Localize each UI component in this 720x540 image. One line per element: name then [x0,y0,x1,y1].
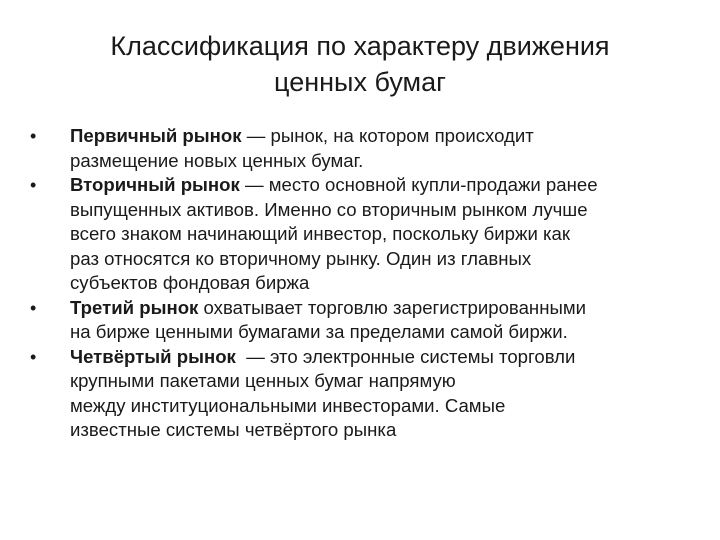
bullet-line: известные системы четвёртого рынка [70,419,397,440]
bullet-line: субъектов фондовая биржа [70,272,310,293]
title-line-2: ценных бумаг [274,67,446,97]
bullet-line [70,296,692,321]
bullet-dot-icon: • [30,346,37,367]
bullet-secondary-market [30,173,692,296]
bullet-line: всего знаком начинающий инвестор, поскольку биржи как [70,223,571,244]
bullet-primary-market [30,124,692,173]
bullet-term: Вторичный рынок [70,174,240,195]
bullet-line: крупными пакетами ценных бумаг напрямую [70,370,456,391]
bullet-dot-icon: • [30,297,37,318]
bullet-text: — это электронные системы торговли [235,345,576,367]
bullet-line: между институциональными инвесторами. Самые [70,394,506,416]
bullet-line: размещение новых ценных бумаг. [70,149,364,171]
title-line-1: Классификация по характеру движения [110,31,610,61]
slide-title [40,28,680,100]
bullet-fourth-market [30,345,692,443]
bullet-term: Четвёртый рынок [70,345,236,367]
bullet-line: на бирже ценными бумагами за пределами самой биржи. [70,321,568,342]
bullet-list [30,124,692,443]
bullet-text: — место основной купли-продажи ранее [239,174,598,195]
bullet-line [70,173,692,198]
bullet-term: Третий рынок [70,296,199,318]
bullet-line [70,124,692,149]
bullet-line: выпущенных активов. Именно со вторичным рынком лучше [70,198,588,220]
bullet-text: — рынок, на котором происходит [241,125,534,146]
bullet-dot-icon: • [30,175,37,195]
bullet-term: Первичный рынок [70,125,242,146]
bullet-line [70,345,692,370]
bullet-dot-icon: • [30,126,37,146]
bullet-third-market [30,296,692,345]
bullet-line: раз относятся ко вторичному рынку. Один из главных [70,247,532,269]
bullet-text: охватывает торговлю зарегистрированными [198,296,587,318]
